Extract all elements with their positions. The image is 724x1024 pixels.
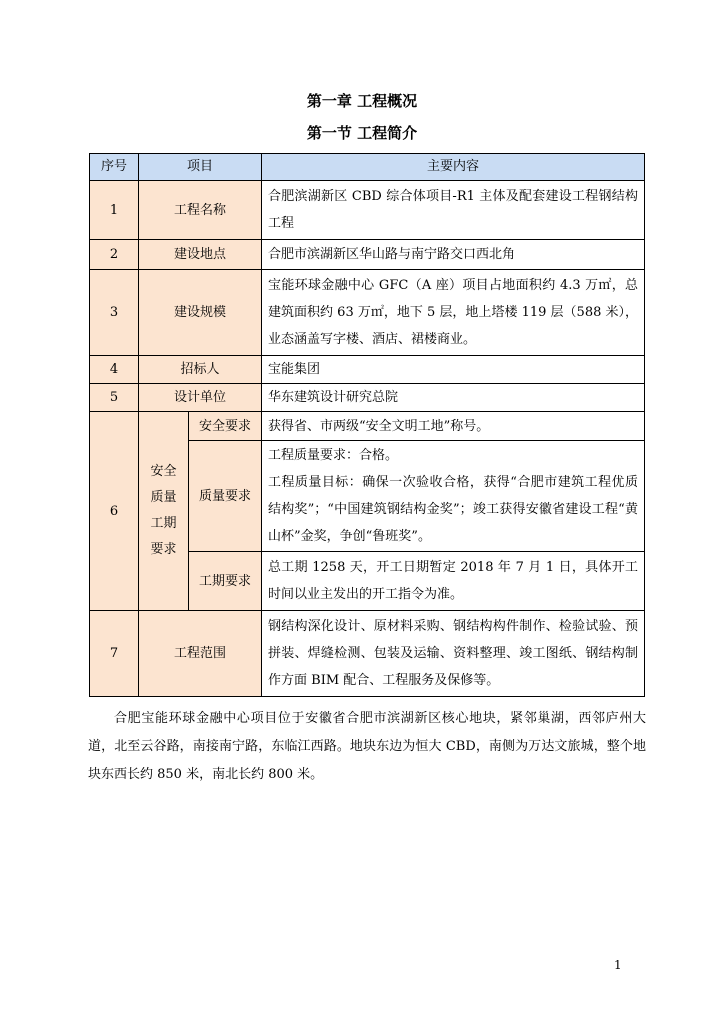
row-content: 钢结构深化设计、原材料采购、钢结构构件制作、检验试验、预拼装、焊缝检测、包装及运输、资料整理、竣工图纸、钢结构制作方面 BIM 配合、工程服务及保修等。 — [262, 611, 645, 697]
row-item: 设计单位 — [139, 384, 262, 412]
schedule-content: 总工期 1258 天，开工日期暂定 2018 年 7 月 1 日，具体开工时间以业主发出的开工指令为准。 — [262, 552, 645, 611]
table-row — [90, 412, 645, 441]
section-title: 第一节 工程简介 — [306, 124, 418, 142]
row-no: 3 — [90, 270, 139, 356]
table-row — [90, 270, 645, 356]
row-content: 宝能环球金融中心 GFC（A 座）项目占地面积约 4.3 万㎡，总建筑面积约 63 万㎡，地下 5 层，地上塔楼 119 层（588 米），业态涵盖写字楼、酒店、裙楼商业。 — [262, 270, 645, 356]
table-row — [90, 356, 645, 384]
quality-requirement: 工程质量要求：合格。 — [268, 448, 399, 463]
row-item: 招标人 — [139, 356, 262, 384]
page-number: 1 — [614, 958, 622, 972]
row-content: 宝能集团 — [262, 356, 645, 384]
header-item: 项目 — [139, 154, 262, 181]
safety-label: 安全要求 — [189, 412, 262, 441]
row-no: 4 — [90, 356, 139, 384]
row-no: 6 — [90, 412, 139, 611]
table-row — [90, 384, 645, 412]
quality-label: 质量要求 — [189, 441, 262, 552]
row-item: 建设地点 — [139, 240, 262, 270]
row-no: 1 — [90, 181, 139, 240]
table-row — [90, 240, 645, 270]
header-no: 序号 — [90, 154, 139, 181]
group-label: 安全质量工期要求 — [150, 464, 177, 557]
row-content: 华东建筑设计研究总院 — [262, 384, 645, 412]
schedule-label: 工期要求 — [189, 552, 262, 611]
safety-content: 获得省、市两级“安全文明工地”称号。 — [262, 412, 645, 441]
project-overview-table — [89, 153, 645, 697]
row-no: 7 — [90, 611, 139, 697]
header-content: 主要内容 — [262, 154, 645, 181]
row-content: 合肥滨湖新区 CBD 综合体项目-R1 主体及配套建设工程钢结构工程 — [262, 181, 645, 240]
body-paragraph: 合肥宝能环球金融中心项目位于安徽省合肥市滨湖新区核心地块，紧邻巢湖，西邻庐州大道，北至云谷路，南接南宁路，东临江西路。地块东边为恒大 CBD，南侧为万达文旅城，整个地块东西长约 850 米，南北长约 800 米。 — [88, 711, 646, 782]
row-item: 工程范围 — [139, 611, 262, 697]
row-item: 工程名称 — [139, 181, 262, 240]
row-no: 2 — [90, 240, 139, 270]
table-header-row — [90, 154, 645, 181]
quality-target: 工程质量目标：确保一次验收合格，获得“合肥市建筑工程优质结构奖”；“中国建筑钢结构金奖”；竣工获得安徽省建设工程“黄山杯”金奖，争创“鲁班奖”。 — [268, 475, 639, 544]
table-row — [90, 181, 645, 240]
row-item: 建设规模 — [139, 270, 262, 356]
row-no: 5 — [90, 384, 139, 412]
table-row — [90, 611, 645, 697]
chapter-title: 第一章 工程概况 — [306, 92, 418, 110]
row-content: 合肥市滨湖新区华山路与南宁路交口西北角 — [262, 240, 645, 270]
